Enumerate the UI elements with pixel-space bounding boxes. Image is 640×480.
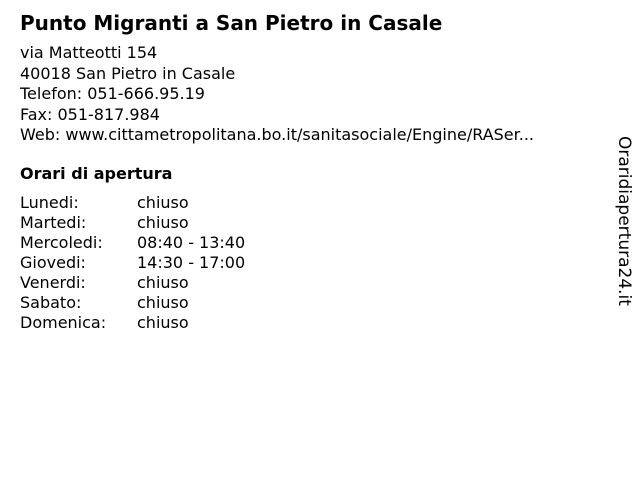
website-label: Web:	[20, 125, 66, 144]
site-watermark: Oraridiapertura24.it	[614, 136, 634, 306]
place-title: Punto Migranti a San Pietro in Casale	[20, 11, 443, 35]
city-address: 40018 San Pietro in Casale	[20, 63, 236, 83]
hours-row-venerdi	[20, 273, 245, 293]
hours-row-lunedi	[20, 193, 245, 213]
hours-time: chiuso	[137, 213, 189, 232]
address-block	[20, 43, 534, 146]
hours-day: Lunedi:	[20, 193, 79, 212]
hours-day: Martedi:	[20, 213, 87, 232]
website-line	[20, 125, 534, 146]
street-address: via Matteotti 154	[20, 43, 158, 62]
hours-row-giovedi	[20, 253, 245, 273]
hours-time: chiuso	[137, 273, 189, 292]
hours-time: chiuso	[137, 313, 189, 332]
hours-day: Sabato:	[20, 293, 82, 312]
hours-day: Venerdi:	[20, 273, 86, 292]
hours-day: Giovedi:	[20, 253, 86, 272]
hours-row-martedi	[20, 213, 245, 233]
hours-day: Domenica:	[20, 313, 107, 332]
hours-time: chiuso	[137, 293, 189, 312]
hours-row-domenica	[20, 313, 245, 333]
hours-time: 08:40 - 13:40	[137, 233, 246, 252]
opening-hours-table	[20, 193, 245, 333]
website-link[interactable]: www.cittametropolitana.bo.it/sanitasociale/Engine/RASer...	[65, 125, 535, 144]
hours-row-mercoledi	[20, 233, 245, 253]
fax-number: Fax: 051-817.984	[20, 104, 160, 124]
hours-day: Mercoledi:	[20, 233, 103, 252]
opening-hours-title: Orari di apertura	[20, 164, 173, 183]
hours-time: 14:30 - 17:00	[137, 253, 246, 272]
hours-time: chiuso	[137, 193, 189, 212]
phone-number[interactable]: Telefon: 051-666.95.19	[20, 84, 205, 103]
hours-row-sabato	[20, 293, 245, 313]
